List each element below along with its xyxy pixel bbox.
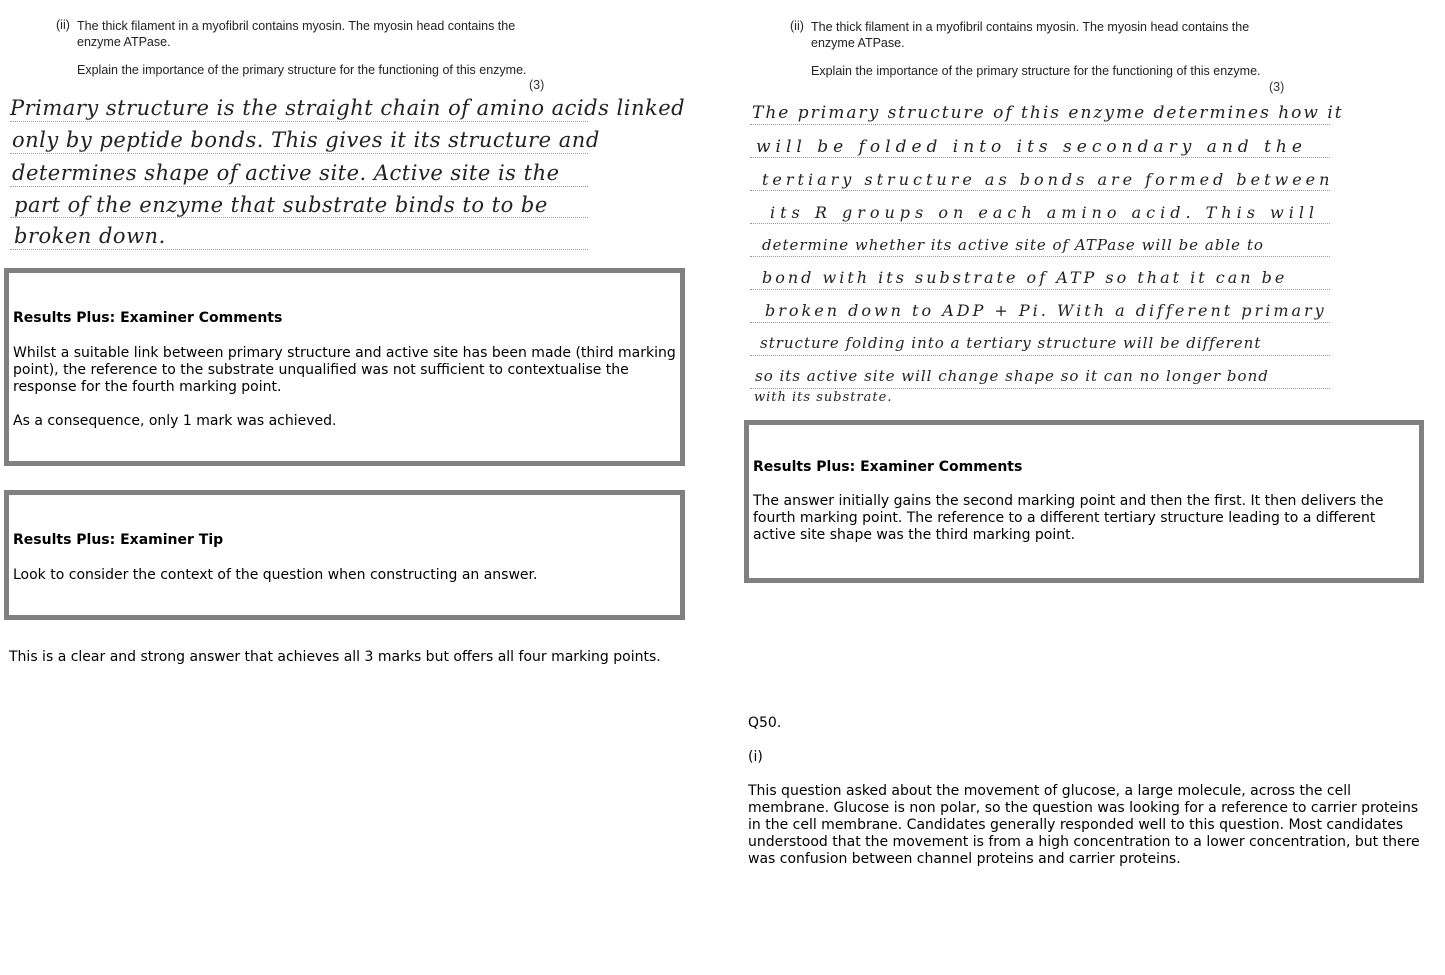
handwritten-line: Primary structure is the straight chain of amino acids linked <box>10 96 686 120</box>
examiner-comments-body <box>13 345 680 447</box>
examiner-tip-title: Results Plus: Examiner Tip <box>13 532 224 548</box>
handwritten-line: tertiary structure as bonds are formed between <box>762 170 1334 189</box>
question-instruction: Explain the importance of the primary structure for the functioning of this enzyme. <box>811 64 1261 78</box>
examiner-tip-body: Look to consider the context of the question when constructing an answer. <box>13 567 538 583</box>
handwritten-line: its R groups on each amino acid. This will <box>770 203 1320 222</box>
question-marks: (3) <box>1269 80 1285 94</box>
answer-line <box>10 186 588 187</box>
handwritten-line: will be folded into its secondary and the <box>756 137 1307 157</box>
handwritten-line: determines shape of active site. Active site is the <box>12 161 560 185</box>
comment-paragraph: As a consequence, only 1 mark was achieved. <box>13 413 337 429</box>
answer-line <box>10 217 588 218</box>
handwritten-line: so its active site will change shape so it can no longer bond <box>755 367 1269 385</box>
answer-line <box>750 322 1330 323</box>
scanned-answer-right <box>740 0 1344 415</box>
question-instruction: Explain the importance of the primary structure for the functioning of this enzyme. <box>77 63 527 77</box>
question-text-line: enzyme ATPase. <box>77 35 171 49</box>
question-text-line: The thick filament in a myofibril contains myosin. The myosin head contains the <box>811 20 1250 34</box>
handwritten-line: part of the enzyme that substrate binds to to be <box>14 193 548 217</box>
question-text-line: The thick filament in a myofibril contains myosin. The myosin head contains the <box>77 19 516 33</box>
handwritten-line: determine whether its active site of ATPase will be able to <box>762 236 1264 254</box>
question-label: Q50. <box>748 715 782 731</box>
question-number: (ii) <box>790 19 804 33</box>
answer-line <box>750 124 1330 125</box>
handwritten-line: broken down to ADP + Pi. With a different primary <box>765 301 1327 320</box>
handwritten-line: The primary structure of this enzyme determines how it <box>752 103 1344 123</box>
answer-line <box>10 153 588 154</box>
examiner-comments-box <box>4 268 685 466</box>
answer-line <box>750 256 1330 257</box>
question-text <box>77 18 557 50</box>
question-marks: (3) <box>529 78 545 92</box>
answer-line <box>750 190 1330 191</box>
examiner-comments-body: The answer initially gains the second marking point and then the first. It then delivers the fourth marking point. The reference to a different tertiary structure leading to a different active site shape was the third marking point. <box>753 493 1384 543</box>
examiner-comments-title: Results Plus: Examiner Comments <box>13 310 283 326</box>
answer-line <box>10 121 588 122</box>
answer-line <box>750 388 1330 389</box>
answer-line <box>10 249 588 250</box>
answer-line <box>750 157 1330 158</box>
handwritten-line: bond with its substrate of ATP so that it can be <box>762 268 1288 287</box>
handwritten-line: broken down. <box>14 224 166 248</box>
answer-line <box>750 223 1330 224</box>
examiner-comments-box <box>744 420 1424 583</box>
question-report-text: This question asked about the movement of glucose, a large molecule, across the cell membrane. Glucose is non polar, so the question was looking for a reference to carrier proteins in the cell membrane. Candidates generally responded well to this question. Most candidates understood that the movement is from a high concentration to a lower concentration, but there was confusion between channel proteins and carrier proteins. <box>748 783 1420 867</box>
question-number: (ii) <box>56 18 70 32</box>
question-text-line: enzyme ATPase. <box>811 36 905 50</box>
examiner-comments-title: Results Plus: Examiner Comments <box>753 459 1023 475</box>
handwritten-line: with its substrate. <box>754 390 893 405</box>
question-part: (i) <box>748 749 763 765</box>
handwritten-line: structure folding into a tertiary structure will be different <box>760 334 1262 352</box>
answer-line <box>750 289 1330 290</box>
examiner-tip-box <box>4 490 685 620</box>
question-text <box>811 19 1311 51</box>
handwritten-line: only by peptide bonds. This gives it its structure and <box>12 128 600 152</box>
comment-paragraph: Whilst a suitable link between primary structure and active site has been made (third marking point), the reference to the substrate unqualified was not sufficient to contextualise the response for the fourth marking point. <box>13 345 676 395</box>
answer-line <box>750 355 1330 356</box>
summary-text: This is a clear and strong answer that achieves all 3 marks but offers all four marking points. <box>9 649 661 665</box>
scanned-answer-left <box>0 0 686 260</box>
